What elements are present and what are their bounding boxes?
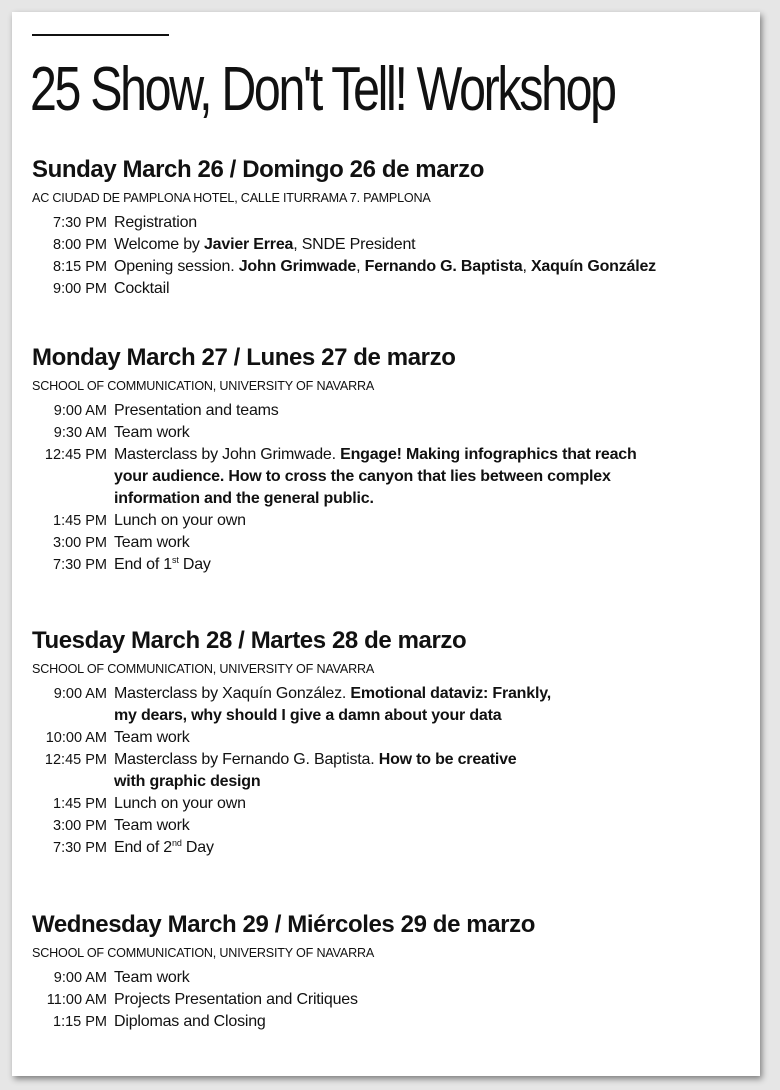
description: Team work xyxy=(114,969,190,986)
time: 9:00 AM xyxy=(53,403,107,419)
description: Masterclass by Xaquín González. Emotional dataviz: Frankly, my dears, why should I give a damn about your data xyxy=(114,685,551,724)
time: 11:00 AM xyxy=(46,992,107,1008)
day-heading: Tuesday March 28 / Martes 28 de marzo xyxy=(32,627,467,654)
venue: AC CIUDAD DE PAMPLONA HOTEL, CALLE ITURRAMA 7. PAMPLONA xyxy=(32,191,431,205)
time: 7:30 PM xyxy=(53,840,107,856)
schedule-row xyxy=(32,444,752,510)
title-rule xyxy=(32,34,169,36)
schedule-row xyxy=(32,278,752,300)
time: 8:00 PM xyxy=(53,237,107,253)
description: Team work xyxy=(114,534,190,551)
time: 9:00 AM xyxy=(53,686,107,702)
schedule-row xyxy=(32,837,752,859)
day-heading: Wednesday March 29 / Miércoles 29 de marzo xyxy=(32,911,535,938)
venue: SCHOOL OF COMMUNICATION, UNIVERSITY OF NAVARRA xyxy=(32,946,375,960)
day-wednesday xyxy=(32,910,752,1033)
schedule-row xyxy=(32,400,752,422)
schedule-row xyxy=(32,793,752,815)
description: Masterclass by Fernando G. Baptista. How to be creative with graphic design xyxy=(114,751,517,790)
schedule-row xyxy=(32,815,752,837)
description: Lunch on your own xyxy=(114,512,246,529)
day-tuesday xyxy=(32,626,752,859)
time: 3:00 PM xyxy=(53,535,107,551)
schedule-row xyxy=(32,554,752,576)
description: Masterclass by John Grimwade. Engage! Making infographics that reach your audience. How to cross the canyon that lies between complex information and the general public. xyxy=(114,446,637,507)
day-sunday xyxy=(32,155,752,300)
schedule-row xyxy=(32,967,752,989)
time: 12:45 PM xyxy=(44,752,107,768)
description: Cocktail xyxy=(114,280,170,297)
description: End of 2nd Day xyxy=(114,838,214,856)
time: 1:45 PM xyxy=(53,513,107,529)
time: 12:45 PM xyxy=(44,447,107,463)
venue: SCHOOL OF COMMUNICATION, UNIVERSITY OF NAVARRA xyxy=(32,379,375,393)
schedule-row xyxy=(32,532,752,554)
description: Diplomas and Closing xyxy=(114,1013,266,1030)
schedule-row xyxy=(32,422,752,444)
time: 7:30 PM xyxy=(53,557,107,573)
description: Presentation and teams xyxy=(114,402,279,419)
time: 9:00 PM xyxy=(53,281,107,297)
page-title: 25 Show, Don't Tell! Workshop xyxy=(30,55,615,124)
day-heading: Monday March 27 / Lunes 27 de marzo xyxy=(32,344,456,371)
time: 3:00 PM xyxy=(53,818,107,834)
schedule-row xyxy=(32,1011,752,1033)
time: 8:15 PM xyxy=(53,259,107,275)
time: 1:15 PM xyxy=(53,1014,107,1030)
venue: SCHOOL OF COMMUNICATION, UNIVERSITY OF NAVARRA xyxy=(32,662,375,676)
day-heading: Sunday March 26 / Domingo 26 de marzo xyxy=(32,156,484,183)
time: 1:45 PM xyxy=(53,796,107,812)
document-page xyxy=(12,12,760,1076)
description: Team work xyxy=(114,424,190,441)
time: 10:00 AM xyxy=(45,730,107,746)
schedule-row xyxy=(32,510,752,532)
schedule-row xyxy=(32,989,752,1011)
time: 9:00 AM xyxy=(53,970,107,986)
day-monday xyxy=(32,343,752,576)
time: 7:30 PM xyxy=(53,215,107,231)
schedule-row xyxy=(32,234,752,256)
description: Lunch on your own xyxy=(114,795,246,812)
schedule-row xyxy=(32,683,752,727)
schedule-row xyxy=(32,256,752,278)
description: Team work xyxy=(114,729,190,746)
description: Team work xyxy=(114,817,190,834)
schedule-row xyxy=(32,727,752,749)
schedule-row xyxy=(32,749,752,793)
description: Projects Presentation and Critiques xyxy=(114,991,358,1008)
schedule-row xyxy=(32,212,752,234)
description: Registration xyxy=(114,214,197,231)
description: End of 1st Day xyxy=(114,555,211,573)
time: 9:30 AM xyxy=(53,425,107,441)
description: Welcome by Javier Errea, SNDE President xyxy=(114,236,416,253)
description: Opening session. John Grimwade, Fernando G. Baptista, Xaquín González xyxy=(114,258,656,275)
